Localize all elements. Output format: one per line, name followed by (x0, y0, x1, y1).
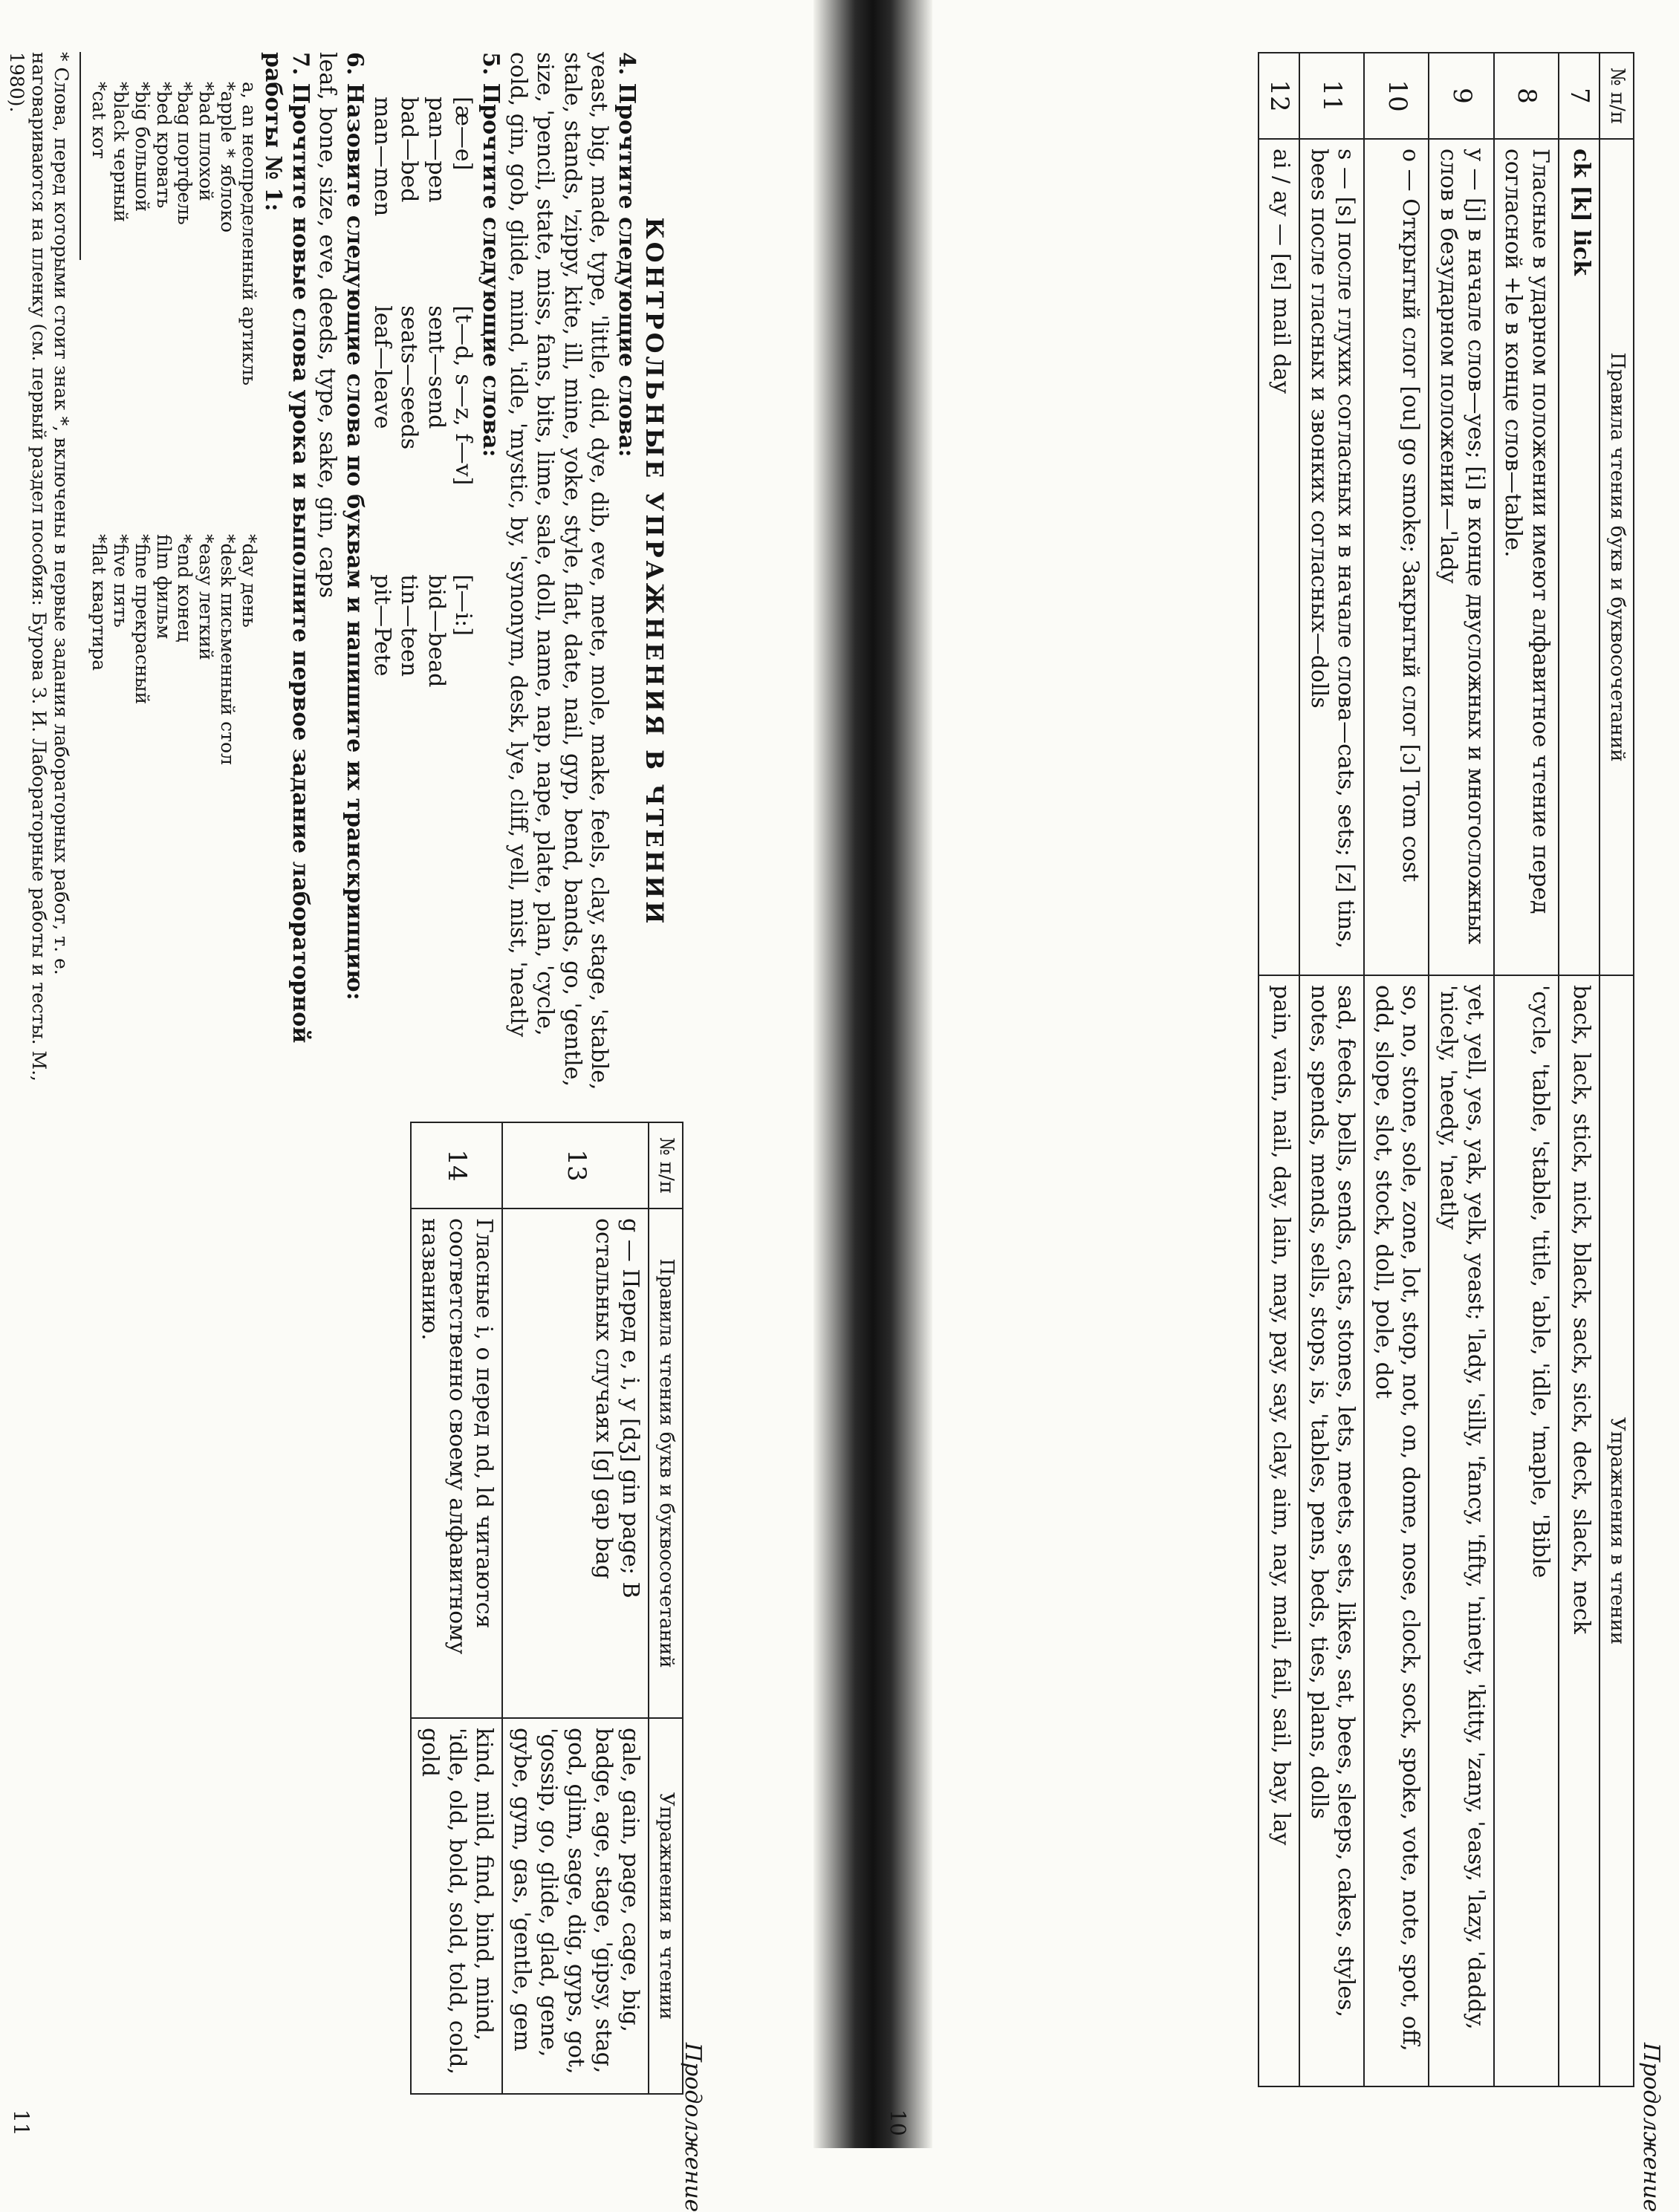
vocab-item: *fine прекрасный (131, 533, 153, 705)
row-num: 13 (502, 1122, 649, 1209)
row-num: 8 (1494, 53, 1559, 139)
ex5-pair: pan—pen (423, 97, 449, 203)
row-num: 10 (1364, 53, 1429, 139)
ex6-text: leaf, bone, size, eve, deeds, type, sake, gin, caps (314, 52, 341, 599)
ex5-col (368, 97, 476, 216)
vocab-col-right (88, 534, 259, 765)
vocab-item: *flat квартира (88, 533, 111, 671)
ex5-col-head: [ɪ—i:] (450, 574, 477, 636)
vocab-item: *black черный (110, 82, 132, 223)
ex5-pair: man—men (368, 97, 395, 217)
table-header (649, 1122, 683, 2094)
row-num: 12 (1259, 53, 1299, 139)
ex5-pair: sent—send (423, 305, 449, 429)
row-rule: s — [s] после глухих согласных и в начале слова—cats, sets; [z] tins, bees после гласных и звонких согласных—dolls (1299, 139, 1364, 975)
footnote: * Слова, перед которыми стоит знак *, включены в первые задания лабораторных работ, т. е. наговариваются на пленку (см. первый раздел пособия: Бурова З. И. Лабораторные работы и тесты. М., 1980). (5, 52, 72, 1081)
row-rule: Гласные i, o перед nd, ld читаются соответственно своему алфавитному названию. (411, 1209, 503, 1718)
table-row (1259, 53, 1299, 2086)
row-rule: g — Перед e, i, y [dʒ] gin page; В остальных случаях [g] gap bag (502, 1209, 649, 1718)
row-exercise: so, no, stone, sole, zone, lot, stop, not, on, dome, nose, clock, sock, spoke, vote, note, spot, off, odd, slope, slot, stock, doll, pole, dot (1364, 975, 1429, 2086)
row-rule: Гласные в ударном положении имеют алфавитное чтение перед согласной +le в конце слов—table. (1494, 139, 1559, 975)
ex5-columns (368, 97, 476, 1092)
ex5-col (368, 305, 476, 485)
footnote-rule (79, 52, 81, 260)
table-row (1494, 53, 1559, 2086)
ex7-title: 7. Прочтите новые слова урока и выполните первое задание лабораторной работы № 1: (260, 52, 314, 1044)
ex5-col-head: [t—d, s—z, f—v] (450, 305, 477, 486)
row-exercise: kind, mild, find, bind, mind, 'idle, old, bold, sold, told, cold, gold (411, 1718, 503, 2094)
ex5-pair: tin—teen (396, 574, 423, 677)
col-num-header: № п/п (649, 1122, 683, 1209)
vocab-item: film фильм (152, 533, 175, 640)
vocab-item: *bag портфель (174, 82, 196, 225)
ex4-text: yeast, big, made, type, 'little, did, dye, dib, eve, mete, mole, make, feels, clay, stage, 'stable, stale, stands, 'zippy, kite, ill, mine, yoke, style, flat, date, nail, gyp, bend, bands, go, 'gentle, size, 'pencil, state, miss, fans, bits, lime, sale, doll, name, nap, nape, plate, plan, 'cycle, cold, gin, gob, glide, mind, 'idle, 'mystic, by, 'synonym, desk, lye, cliff, yell, mist, 'neatly (504, 52, 613, 1090)
vocab-item: *cat кот (88, 82, 111, 159)
ex5-col (368, 574, 476, 687)
page-number: 10 (886, 2109, 910, 2136)
vocab-item: *end конец (174, 533, 196, 643)
exercises-block (5, 52, 669, 1092)
vocab-item: *five пять (110, 533, 132, 628)
ex5-col-head: [æ—e] (450, 97, 477, 171)
table-row (1429, 53, 1493, 2086)
table-row (1559, 53, 1600, 2086)
vocab-list (88, 82, 259, 1092)
vocab-item: *desk письменный стол (216, 533, 238, 765)
vocab-item: *day день (238, 533, 260, 628)
col-num-header: № п/п (1600, 53, 1634, 139)
table-row (1364, 53, 1429, 2086)
vocab-col-left (88, 82, 259, 386)
row-num: 7 (1559, 53, 1600, 139)
rules-table (410, 1122, 683, 2095)
vocab-item: *big большой (131, 82, 153, 212)
vocab-item: *apple * яблоко (216, 82, 238, 233)
col-exercises-header: Упражнения в чтении (1600, 975, 1634, 2086)
vocab-item: a, an неопределенный артикль (238, 82, 260, 386)
row-exercise: 'cycle, 'table, 'stable, 'title, 'able, 'idle, 'maple, 'Bible (1494, 975, 1559, 2086)
row-rule: ck [k] lick (1559, 139, 1600, 975)
ex5-pair: bad—bed (396, 97, 423, 203)
ex5-pair: pit—Pete (368, 574, 395, 677)
table-header (1600, 53, 1634, 2086)
table-row (502, 1122, 649, 2094)
row-rule: o — Открытый слог [ou] go smoke; Закрытый слог [ɔ] Tom cost (1364, 139, 1429, 975)
section-title: КОНТРОЛЬНЫЕ УПРАЖНЕНИЯ В ЧТЕНИИ (640, 217, 669, 927)
col-exercises-header: Упражнения в чтении (649, 1718, 683, 2094)
row-rule: y — [j] в начале слов—yes; [i] в конце двусложных и многосложных слов в безударном положении—'lady (1429, 139, 1493, 975)
col-rules-header: Правила чтения букв и буквосочетаний (1600, 139, 1634, 975)
ex5-title: 5. Прочтите следующие слова: (478, 52, 504, 458)
row-num: 14 (411, 1122, 503, 1209)
row-rule: ai / ay — [eɪ] mail day (1259, 139, 1299, 975)
row-exercise: gale, gain, page, cage, big, badge, age, stage, 'gipsy, stag, god, glim, sage, dig, gyps, got, 'gossip, go, glide, glad, gene, gybe, gym, gas, 'gentle, gem (502, 1718, 649, 2094)
ex5-pair: leaf—leave (368, 305, 395, 429)
row-num: 11 (1299, 53, 1364, 139)
right-page (0, 0, 713, 2212)
vocab-item: *easy легкий (195, 533, 218, 660)
row-exercise: yet, yell, yes, yak, yelk, yeast; 'lady, 'silly, 'fancy, 'fifty, 'ninety, 'kitty, 'zany, 'easy, 'lazy, 'daddy, 'nicely, 'needy, 'neatly (1429, 975, 1493, 2086)
table-row (1299, 53, 1364, 2086)
table-row (411, 1122, 503, 2094)
ex5-pair: bid—bead (423, 574, 449, 688)
ex6-title: 6. Назовите следующие слова по буквам и напишите их транскрипцию: (342, 52, 368, 1001)
ex4-title: 4. Прочтите следующие слова: (613, 52, 640, 458)
col-rules-header: Правила чтения букв и буквосочетаний (649, 1209, 683, 1718)
row-num: 9 (1429, 53, 1493, 139)
vocab-item: *bad плохой (195, 82, 218, 201)
rules-table (1258, 52, 1634, 2087)
page-number: 11 (9, 2109, 33, 2136)
running-head: Продолжение (1638, 2043, 1664, 2212)
row-exercise: sad, feeds, bells, sends, cats, stones, lets, meets, sets, likes, sat, bees, sleeps, cakes, styles, notes, spends, mends, sells, stops, is, 'tables, pens, beds, ties, plans, dolls (1299, 975, 1364, 2086)
row-exercise: pain, vain, nail, day, lain, may, pay, say, clay, aim, nay, mail, fail, sail, bay, lay (1259, 975, 1299, 2086)
ex5-pair: seats—seeds (396, 305, 423, 450)
running-head: Продолжение (680, 2043, 706, 2212)
left-page (877, 0, 1679, 2212)
row-exercise: back, lack, stick, nick, black, sack, sick, deck, slack, neck (1559, 975, 1600, 2086)
vocab-item: *bed кровать (152, 82, 175, 209)
